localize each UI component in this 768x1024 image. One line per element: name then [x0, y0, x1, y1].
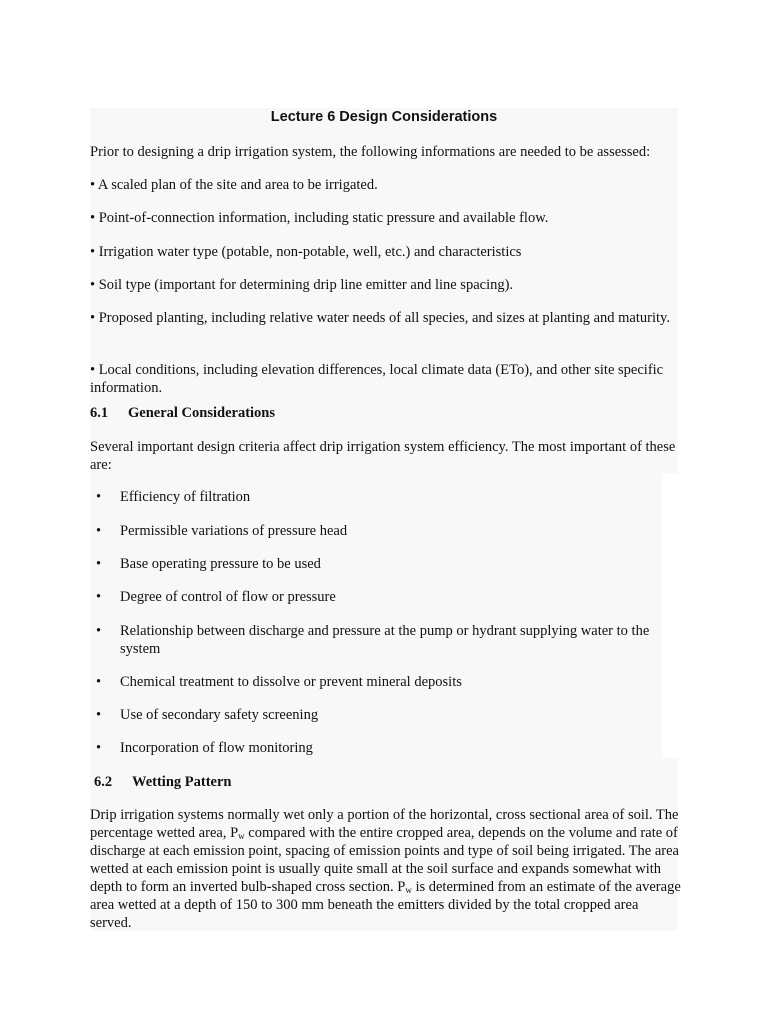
list-item-text: Use of secondary safety screening — [120, 707, 319, 723]
section-heading-6-2 — [94, 773, 231, 791]
list-item — [90, 706, 662, 724]
section-title: General Considerations — [128, 405, 276, 421]
text-part-1: Drip irrigation systems normally wet only a portion of the horizontal, cross sectional area of soil. The percentage wetted area, P — [90, 807, 679, 841]
intro-paragraph: Prior to designing a drip irrigation system, the following informations are needed to be assessed: — [90, 144, 651, 160]
bullet-icon: • — [96, 740, 102, 756]
section-number: 6.1 — [90, 405, 109, 421]
list-item — [90, 739, 662, 757]
list-item-text: Efficiency of filtration — [120, 489, 251, 505]
bullet-icon: • — [96, 623, 102, 639]
list-item — [90, 488, 662, 506]
list-item-text: Base operating pressure to be used — [120, 556, 321, 572]
list-item-text: Degree of control of flow or pressure — [120, 589, 336, 605]
subscript-w: w — [238, 831, 245, 841]
list-item-text: Incorporation of flow monitoring — [120, 740, 313, 756]
text-part-2: compared with the entire cropped area, depends on the volume and rate of discharge at each emission point, spacing of emission points and type of soil being irrigated. The area wetted at each emission point is usually quite small at the soil surface and expands somewhat with depth to form an inverted bulb-shaped cross section. P — [90, 825, 679, 895]
bullet-connection: • Point-of-connection information, including static pressure and available flow. — [90, 210, 549, 226]
section-6-2-text — [90, 806, 682, 932]
section-title: Wetting Pattern — [132, 774, 232, 790]
bullet-icon: • — [96, 707, 102, 723]
bullet-local-conditions: • Local conditions, including elevation differences, local climate data (ETo), and other site specific information. — [90, 362, 664, 396]
text-part-3: is determined from an estimate of the average area wetted at a depth of 150 to 300 mm beneath the emitters divided by the total cropped area served. — [90, 879, 681, 931]
bullet-soil-type: • Soil type (important for determining drip line emitter and line spacing). — [90, 277, 514, 293]
list-item — [90, 555, 662, 573]
list-item — [90, 622, 662, 658]
list-item — [90, 588, 662, 606]
list-item-text: Permissible variations of pressure head — [120, 523, 348, 539]
bullet-icon: • — [96, 674, 102, 690]
bullet-icon: • — [96, 523, 102, 539]
list-item-text: Chemical treatment to dissolve or prevent mineral deposits — [120, 674, 462, 690]
section-heading-6-1 — [90, 404, 275, 422]
bullet-icon: • — [96, 489, 102, 505]
bullet-water-type: • Irrigation water type (potable, non-potable, well, etc.) and characteristics — [90, 244, 522, 260]
section-number: 6.2 — [94, 774, 113, 790]
bullet-icon: • — [96, 589, 102, 605]
list-item — [90, 673, 662, 691]
list-item-text: Relationship between discharge and pressure at the pump or hydrant supplying water to the system — [120, 623, 650, 657]
subscript-w: w — [405, 885, 412, 895]
bullet-planting: • Proposed planting, including relative water needs of all species, and sizes at planting and maturity. — [90, 310, 670, 326]
list-item — [90, 522, 662, 540]
section-6-1-text: Several important design criteria affect drip irrigation system efficiency. The most important of these are: — [90, 439, 676, 473]
bullet-icon: • — [96, 556, 102, 572]
bullet-site-plan: • A scaled plan of the site and area to be irrigated. — [90, 177, 378, 193]
page-title: Lecture 6 Design Considerations — [270, 109, 498, 125]
